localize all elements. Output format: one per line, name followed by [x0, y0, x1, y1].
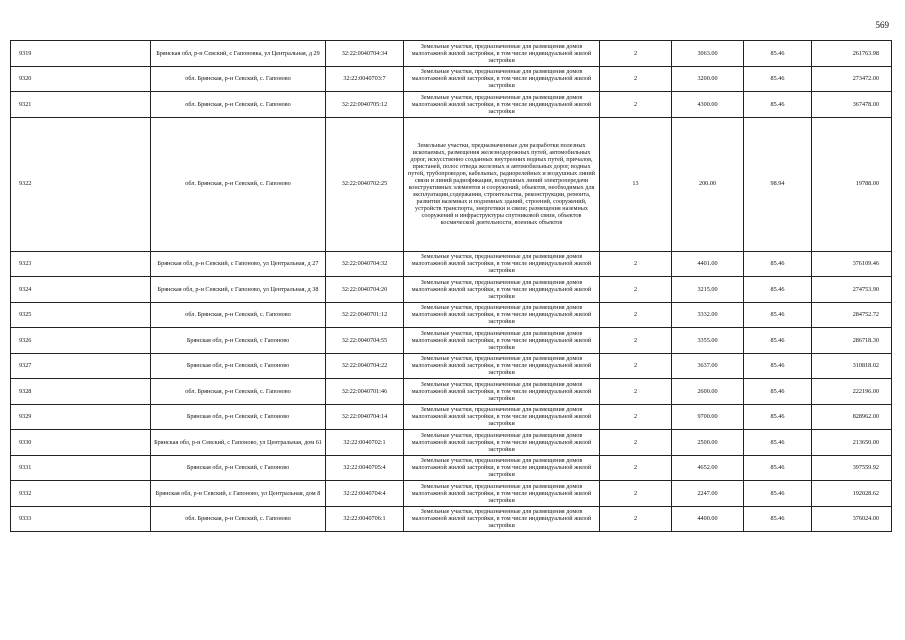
permitted-use-cell: Земельные участки, предназначенные для размещения домов малоэтажной жилой застройки, в том числе индивидуальной жилой застройки: [404, 251, 600, 277]
cadastral-number-cell: 32:22:0040704:22: [326, 353, 404, 379]
table-row: [11, 328, 892, 354]
cadastral-value-cell: 284752.72: [812, 302, 892, 328]
cadastral-number-cell: 32:22:0040705:4: [326, 455, 404, 481]
unit-value-cell: 85.46: [744, 302, 812, 328]
permitted-use-cell: Земельные участки, предназначенные для размещения домов малоэтажной жилой застройки, в том числе индивидуальной жилой застройки: [404, 66, 600, 92]
area-cell: 2247.00: [672, 481, 744, 507]
permitted-use-cell: Земельные участки, предназначенные для разработки полезных ископаемых, размещения железнодорожных путей, автомобильных дорог, искусственно созданных внутренних водных путей, причалов, пристаней, полос отвода железных и автомобильных дорог, водных путей, трубопроводов, кабельных, радиорелейных и воздушных линий связи и линий радиофикации, воздушных линий электропередачи конструктивных элементов и сооружений, объектов, необходимых для эксплуатации,содержания, строительства, реконструкции, ремонта, развития наземных и подземных зданий, строений, сооружений, устройств транспорта, энергетики и связи; размещения наземных сооружений и инфраструктуры спутниковой связи, объектов космической деятельности, военных объектов: [404, 117, 600, 251]
group-cell: 2: [600, 328, 672, 354]
table-row: [11, 41, 892, 67]
cadastral-number-cell: 32:22:0040704:32: [326, 251, 404, 277]
area-cell: 4400.00: [672, 506, 744, 532]
row-number-cell: 9324: [11, 277, 151, 303]
unit-value-cell: 85.46: [744, 251, 812, 277]
row-number-cell: 9322: [11, 117, 151, 251]
page-number: 569: [875, 20, 889, 30]
permitted-use-cell: Земельные участки, предназначенные для размещения домов малоэтажной жилой застройки, в том числе индивидуальной жилой застройки: [404, 506, 600, 532]
unit-value-cell: 98.94: [744, 117, 812, 251]
address-cell: обл. Брянская, р-н Севский, с. Гапоново: [151, 302, 326, 328]
cadastral-value-cell: 261763.98: [812, 41, 892, 67]
group-cell: 2: [600, 251, 672, 277]
table-row: [11, 117, 892, 251]
table-row: [11, 277, 892, 303]
cadastral-value-cell: 376109.46: [812, 251, 892, 277]
unit-value-cell: 85.46: [744, 41, 812, 67]
table-row: [11, 379, 892, 405]
table-row: [11, 353, 892, 379]
group-cell: 2: [600, 379, 672, 405]
group-cell: 13: [600, 117, 672, 251]
permitted-use-cell: Земельные участки, предназначенные для размещения домов малоэтажной жилой застройки, в том числе индивидуальной жилой застройки: [404, 481, 600, 507]
table-row: [11, 251, 892, 277]
permitted-use-cell: Земельные участки, предназначенные для размещения домов малоэтажной жилой застройки, в том числе индивидуальной жилой застройки: [404, 328, 600, 354]
address-cell: обл. Брянская, р-н Севский, с. Гапоново: [151, 92, 326, 118]
address-cell: обл. Брянская, р-н Севский, с. Гапоново: [151, 117, 326, 251]
row-number-cell: 9319: [11, 41, 151, 67]
row-number-cell: 9332: [11, 481, 151, 507]
row-number-cell: 9321: [11, 92, 151, 118]
group-cell: 2: [600, 302, 672, 328]
unit-value-cell: 85.46: [744, 353, 812, 379]
address-cell: Брянская обл, р-н Севский, с Гапоново: [151, 455, 326, 481]
cadastral-value-cell: 273472.00: [812, 66, 892, 92]
row-number-cell: 9329: [11, 404, 151, 430]
group-cell: 2: [600, 481, 672, 507]
cadastral-number-cell: 32:22:0040704:4: [326, 481, 404, 507]
cadastral-value-cell: 222196.00: [812, 379, 892, 405]
table-row: [11, 92, 892, 118]
cadastral-number-cell: 32:22:0040706:1: [326, 506, 404, 532]
group-cell: 2: [600, 66, 672, 92]
cadastral-number-cell: 32:22:0040704:34: [326, 41, 404, 67]
area-cell: 3215.00: [672, 277, 744, 303]
permitted-use-cell: Земельные участки, предназначенные для размещения домов малоэтажной жилой застройки, в том числе индивидуальной жилой застройки: [404, 379, 600, 405]
area-cell: 200.00: [672, 117, 744, 251]
permitted-use-cell: Земельные участки, предназначенные для размещения домов малоэтажной жилой застройки, в том числе индивидуальной жилой застройки: [404, 41, 600, 67]
address-cell: Брянская обл, р-н Севский, с Гапоново: [151, 353, 326, 379]
unit-value-cell: 85.46: [744, 404, 812, 430]
table-row: [11, 430, 892, 456]
address-cell: Брянская обл, р-н Севский, с Гапоновка, ул Центральная, д 29: [151, 41, 326, 67]
area-cell: 4401.00: [672, 251, 744, 277]
row-number-cell: 9330: [11, 430, 151, 456]
row-number-cell: 9333: [11, 506, 151, 532]
unit-value-cell: 85.46: [744, 379, 812, 405]
area-cell: 3355.00: [672, 328, 744, 354]
table-row: [11, 302, 892, 328]
table-row: [11, 481, 892, 507]
cadastral-value-cell: 213650.00: [812, 430, 892, 456]
row-number-cell: 9323: [11, 251, 151, 277]
area-cell: 3200.00: [672, 66, 744, 92]
table-row: [11, 404, 892, 430]
address-cell: Брянская обл, р-н Севский, с Гапоново, ул Центральная, дом 61: [151, 430, 326, 456]
unit-value-cell: 85.46: [744, 92, 812, 118]
cadastral-number-cell: 32:22:0040704:20: [326, 277, 404, 303]
cadastral-value-cell: 286718.30: [812, 328, 892, 354]
row-number-cell: 9326: [11, 328, 151, 354]
group-cell: 2: [600, 277, 672, 303]
table-row: [11, 506, 892, 532]
group-cell: 2: [600, 404, 672, 430]
row-number-cell: 9320: [11, 66, 151, 92]
cadastral-number-cell: 32:22:0040702:25: [326, 117, 404, 251]
area-cell: 4652.00: [672, 455, 744, 481]
cadastral-value-cell: 310818.02: [812, 353, 892, 379]
permitted-use-cell: Земельные участки, предназначенные для размещения домов малоэтажной жилой застройки, в том числе индивидуальной жилой застройки: [404, 353, 600, 379]
table-row: [11, 455, 892, 481]
group-cell: 2: [600, 41, 672, 67]
cadastral-value-cell: 367478.00: [812, 92, 892, 118]
cadastral-number-cell: 32:22:0040705:12: [326, 92, 404, 118]
cadastral-number-cell: 32:22:0040704:55: [326, 328, 404, 354]
group-cell: 2: [600, 455, 672, 481]
cadastral-number-cell: 32:22:0040703:7: [326, 66, 404, 92]
area-cell: 3637.00: [672, 353, 744, 379]
address-cell: Брянская обл, р-н Севский, с Гапоново, ул Центральная, д 38: [151, 277, 326, 303]
table-row: [11, 66, 892, 92]
group-cell: 2: [600, 92, 672, 118]
permitted-use-cell: Земельные участки, предназначенные для размещения домов малоэтажной жилой застройки, в том числе индивидуальной жилой застройки: [404, 92, 600, 118]
cadastral-value-cell: 274753.90: [812, 277, 892, 303]
cadastral-value-table: [10, 40, 892, 532]
address-cell: Брянская обл, р-н Севский, с Гапоново, ул Центральная, дом 8: [151, 481, 326, 507]
cadastral-number-cell: 32:22:0040702:1: [326, 430, 404, 456]
cadastral-value-cell: 397559.92: [812, 455, 892, 481]
area-cell: 3332.00: [672, 302, 744, 328]
area-cell: 2600.00: [672, 379, 744, 405]
cadastral-number-cell: 32:22:0040701:46: [326, 379, 404, 405]
unit-value-cell: 85.46: [744, 277, 812, 303]
row-number-cell: 9331: [11, 455, 151, 481]
address-cell: Брянская обл, р-н Севский, с Гапоново: [151, 404, 326, 430]
permitted-use-cell: Земельные участки, предназначенные для размещения домов малоэтажной жилой застройки, в том числе индивидуальной жилой застройки: [404, 277, 600, 303]
unit-value-cell: 85.46: [744, 66, 812, 92]
group-cell: 2: [600, 353, 672, 379]
address-cell: обл. Брянская, р-н Севский, с. Гапоново: [151, 66, 326, 92]
address-cell: обл. Брянская, р-н Севский, с. Гапоново: [151, 506, 326, 532]
permitted-use-cell: Земельные участки, предназначенные для размещения домов малоэтажной жилой застройки, в том числе индивидуальной жилой застройки: [404, 455, 600, 481]
row-number-cell: 9325: [11, 302, 151, 328]
cadastral-number-cell: 32:22:0040701:12: [326, 302, 404, 328]
area-cell: 3063.00: [672, 41, 744, 67]
cadastral-value-cell: 828962.00: [812, 404, 892, 430]
group-cell: 2: [600, 506, 672, 532]
row-number-cell: 9327: [11, 353, 151, 379]
permitted-use-cell: Земельные участки, предназначенные для размещения домов малоэтажной жилой застройки, в том числе индивидуальной жилой застройки: [404, 430, 600, 456]
unit-value-cell: 85.46: [744, 506, 812, 532]
address-cell: Брянская обл, р-н Севский, с Гапоново, ул Центральная, д 27: [151, 251, 326, 277]
row-number-cell: 9328: [11, 379, 151, 405]
address-cell: Брянская обл, р-н Севский, с Гапоново: [151, 328, 326, 354]
permitted-use-cell: Земельные участки, предназначенные для размещения домов малоэтажной жилой застройки, в том числе индивидуальной жилой застройки: [404, 404, 600, 430]
group-cell: 2: [600, 430, 672, 456]
address-cell: обл. Брянская, р-н Севский, с. Гапоново: [151, 379, 326, 405]
unit-value-cell: 85.46: [744, 455, 812, 481]
unit-value-cell: 85.46: [744, 481, 812, 507]
table-body: [11, 41, 892, 532]
area-cell: 4300.00: [672, 92, 744, 118]
cadastral-number-cell: 32:22:0040704:14: [326, 404, 404, 430]
area-cell: 9700.00: [672, 404, 744, 430]
unit-value-cell: 85.46: [744, 430, 812, 456]
cadastral-value-cell: 19788.00: [812, 117, 892, 251]
area-cell: 2500.00: [672, 430, 744, 456]
permitted-use-cell: Земельные участки, предназначенные для размещения домов малоэтажной жилой застройки, в том числе индивидуальной жилой застройки: [404, 302, 600, 328]
cadastral-value-cell: 192028.62: [812, 481, 892, 507]
unit-value-cell: 85.46: [744, 328, 812, 354]
cadastral-value-cell: 376024.00: [812, 506, 892, 532]
